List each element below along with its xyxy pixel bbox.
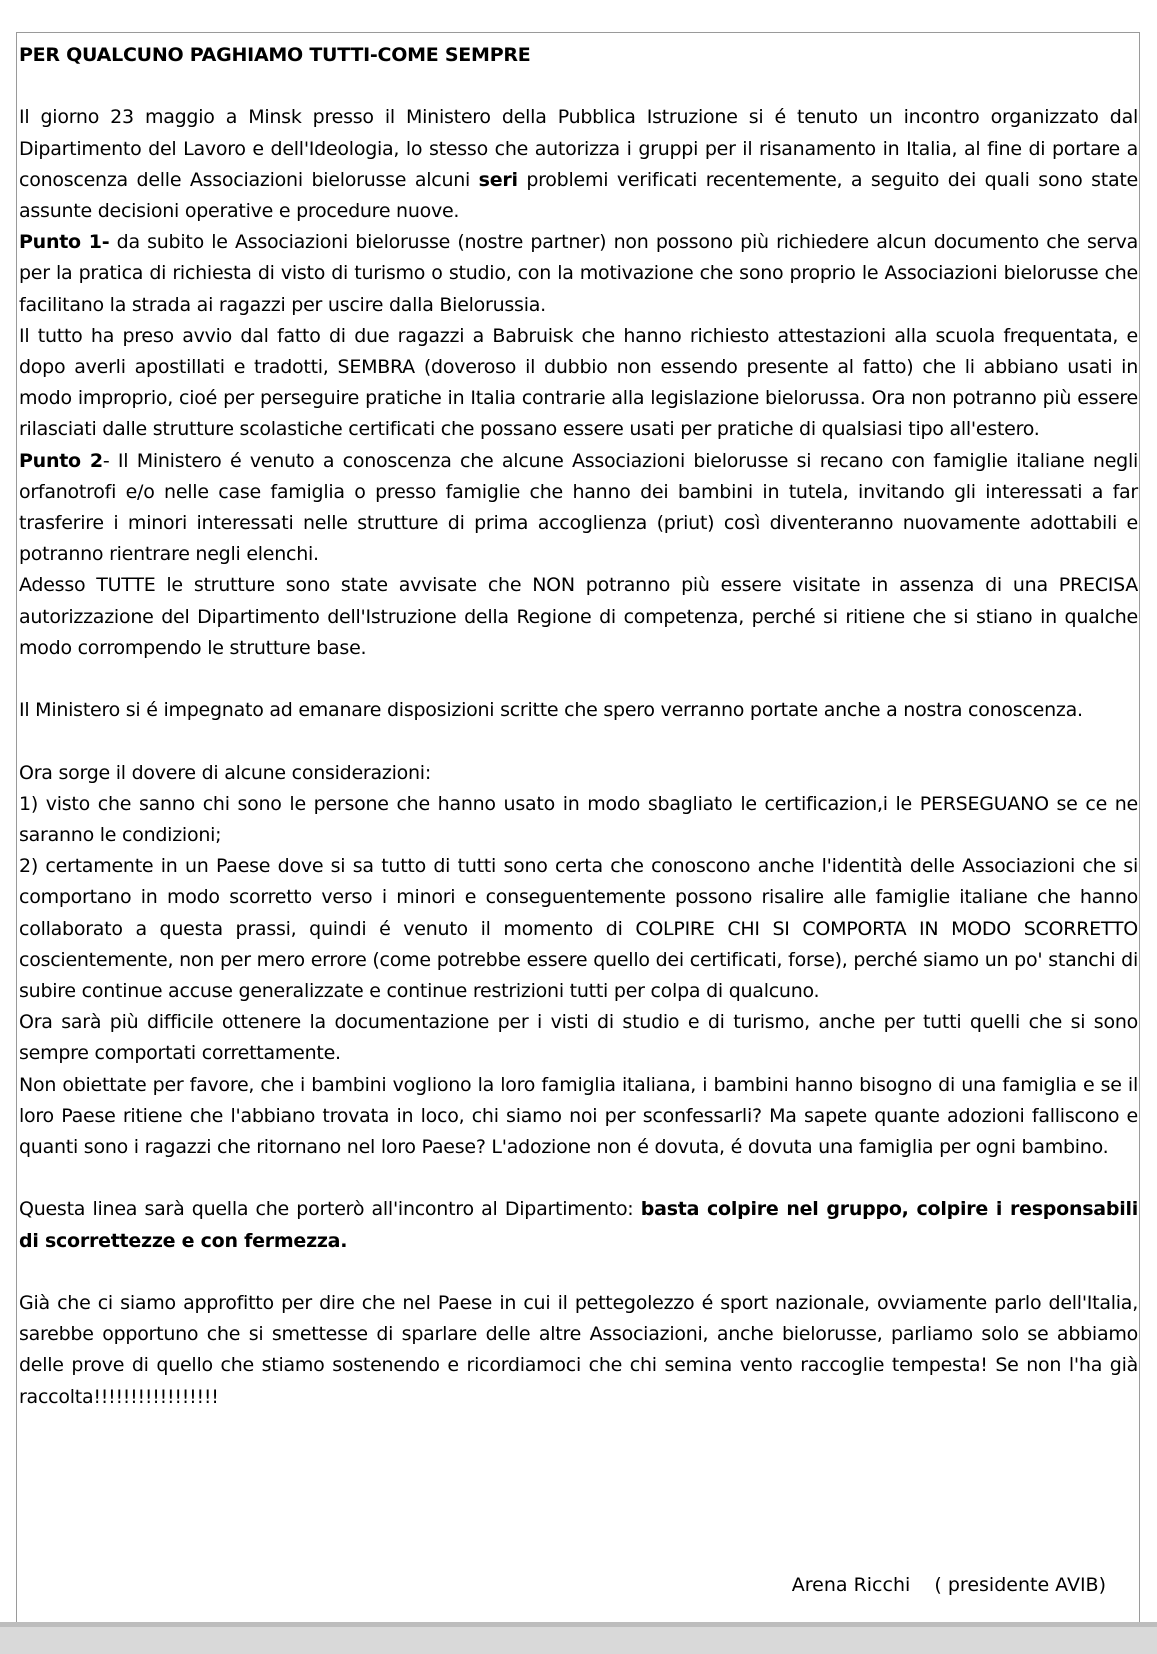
blank-line xyxy=(19,726,1138,757)
linea-paragraph xyxy=(19,1194,1138,1256)
blank-line xyxy=(19,664,1138,695)
intro-text-end: problemi verificati recentemente, a seguito dei quali sono state assunte decisioni operative e procedure nuove. xyxy=(19,168,1138,222)
closing-paragraph: Già che ci siamo approfitto per dire che nel Paese in cui il pettegolezzo é sport nazionale, ovviamente parlo dell'Italia, sarebbe opportuno che si smettesse di sparlare delle altre Associazioni, anche bielorusse, parliamo solo se abbiamo delle prove di quello che stiamo sostenendo e ricordiamoci che chi semina vento raccoglie tempesta! Se non l'ha già raccolta!!!!!!!!!!!!!!!!! xyxy=(19,1292,1138,1408)
intro-emphasis: seri xyxy=(478,168,518,191)
punto-1-text: da subito le Associazioni bielorusse (nostre partner) non possono più richiedere alcun documento che serva per la pratica di richiesta di visto di turismo o studio, con la motivazione che sono proprio le Associazioni bielorusse che facilitano la strada ai ragazzi per uscire dalla Bielorussia. xyxy=(19,231,1138,316)
punto-1-detail: Il tutto ha preso avvio dal fatto di due ragazzi a Babruisk che hanno richiesto attestazioni alla scuola frequentata, e dopo averli apostillati e tradotti, SEMBRA (doveroso il dubbio non essendo presente al fatto) che li abbiano usati in modo improprio, cioé per perseguire pratiche in Italia contrarie alla legislazione bielorussa. Ora non potranno più essere rilasciati dalle strutture scolastiche certificati che possano essere usati per pratiche di qualsiasi tipo all'estero. xyxy=(19,324,1138,441)
considerazioni-intro: Ora sorge il dovere di alcune considerazioni: xyxy=(19,761,431,784)
signature: Arena Ricchi ( presidente AVIB) xyxy=(791,1574,1106,1596)
punto-2-paragraph xyxy=(19,446,1138,571)
difficile-paragraph: Ora sarà più difficile ottenere la documentazione per i visti di studio e di turismo, anche per tutti quelli che si sono sempre comportati correttamente. xyxy=(19,1011,1138,1065)
document-body xyxy=(19,40,1138,1413)
document-title: PER QUALCUNO PAGHIAMO TUTTI-COME SEMPRE xyxy=(19,44,531,66)
punto-1-paragraph xyxy=(19,227,1138,321)
blank-line xyxy=(19,71,1138,102)
considerazione-2: 2) certamente in un Paese dove si sa tutto di tutti sono certa che conoscono anche l'identità delle Associazioni che si comportano in modo scorretto verso i minori e conseguentemente possono risalire alle famiglie italiane che hanno collaborato a questa prassi, quindi é venuto il momento di COLPIRE CHI SI COMPORTA IN MODO SCORRETTO coscientemente, non per mero errore (come potrebbe essere quello dei certificati, forse), perché siamo un po' stanchi di subire continue accuse generalizzate e continue restrizioni tutti per colpa di qualcuno. xyxy=(19,855,1138,1003)
linea-emphasis: basta colpire nel gruppo, colpire i responsabili di scorrettezze e con fermezza. xyxy=(19,1198,1138,1252)
blank-line xyxy=(19,1257,1138,1288)
considerazione-1: 1) visto che sanno chi sono le persone che hanno usato in modo sbagliato le certificazion,i le PERSEGUANO se ce ne saranno le condizioni; xyxy=(19,792,1138,847)
punto-2-detail: Adesso TUTTE le strutture sono state avvisate che NON potranno più essere visitate in assenza di una PRECISA autorizzazione del Dipartimento dell'Istruzione della Regione di competenza, perché si ritiene che si stiano in qualche modo corrompendo le strutture base. xyxy=(19,574,1138,659)
ministero-paragraph: Il Ministero si é impegnato ad emanare disposizioni scritte che spero verranno portate anche a nostra conoscenza. xyxy=(19,699,1083,722)
linea-text: Questa linea sarà quella che porterò all'incontro al Dipartimento: xyxy=(19,1198,641,1221)
blank-line xyxy=(19,1163,1138,1194)
punto-2-label: Punto 2 xyxy=(19,449,103,472)
obiettate-paragraph: Non obiettate per favore, che i bambini vogliono la loro famiglia italiana, i bambini hanno bisogno di una famiglia e se il loro Paese ritiene che l'abbiano trovata in loco, chi siamo noi per sconfessarli? Ma sapete quante adozioni falliscono e quanti sono i ragazzi che ritornano nel loro Paese? L'adozione non é dovuta, é dovuta una famiglia per ogni bambino. xyxy=(19,1073,1138,1159)
punto-1-label: Punto 1- xyxy=(19,231,110,254)
bottom-bar xyxy=(0,1622,1157,1654)
intro-paragraph xyxy=(19,102,1138,227)
punto-2-text: - Il Ministero é venuto a conoscenza che alcune Associazioni bielorusse si recano con famiglie italiane negli orfanotrofi e/o nelle case famiglia o presso famiglie che hanno dei bambini in tutela, invitando gli interessati a far trasferire i minori interessati nelle strutture di prima accoglienza (priut) così diventeranno nuovamente adottabili e potranno rientrare negli elenchi. xyxy=(19,449,1139,566)
intro-text: Il giorno 23 maggio a Minsk presso il Ministero della Pubblica Istruzione si é tenuto un incontro organizzato dal Dipartimento del Lavoro e dell'Ideologia, lo stesso che autorizza i gruppi per il risanamento in Italia, al fine di portare a conoscenza delle Associazioni bielorusse alcuni xyxy=(19,106,1138,191)
